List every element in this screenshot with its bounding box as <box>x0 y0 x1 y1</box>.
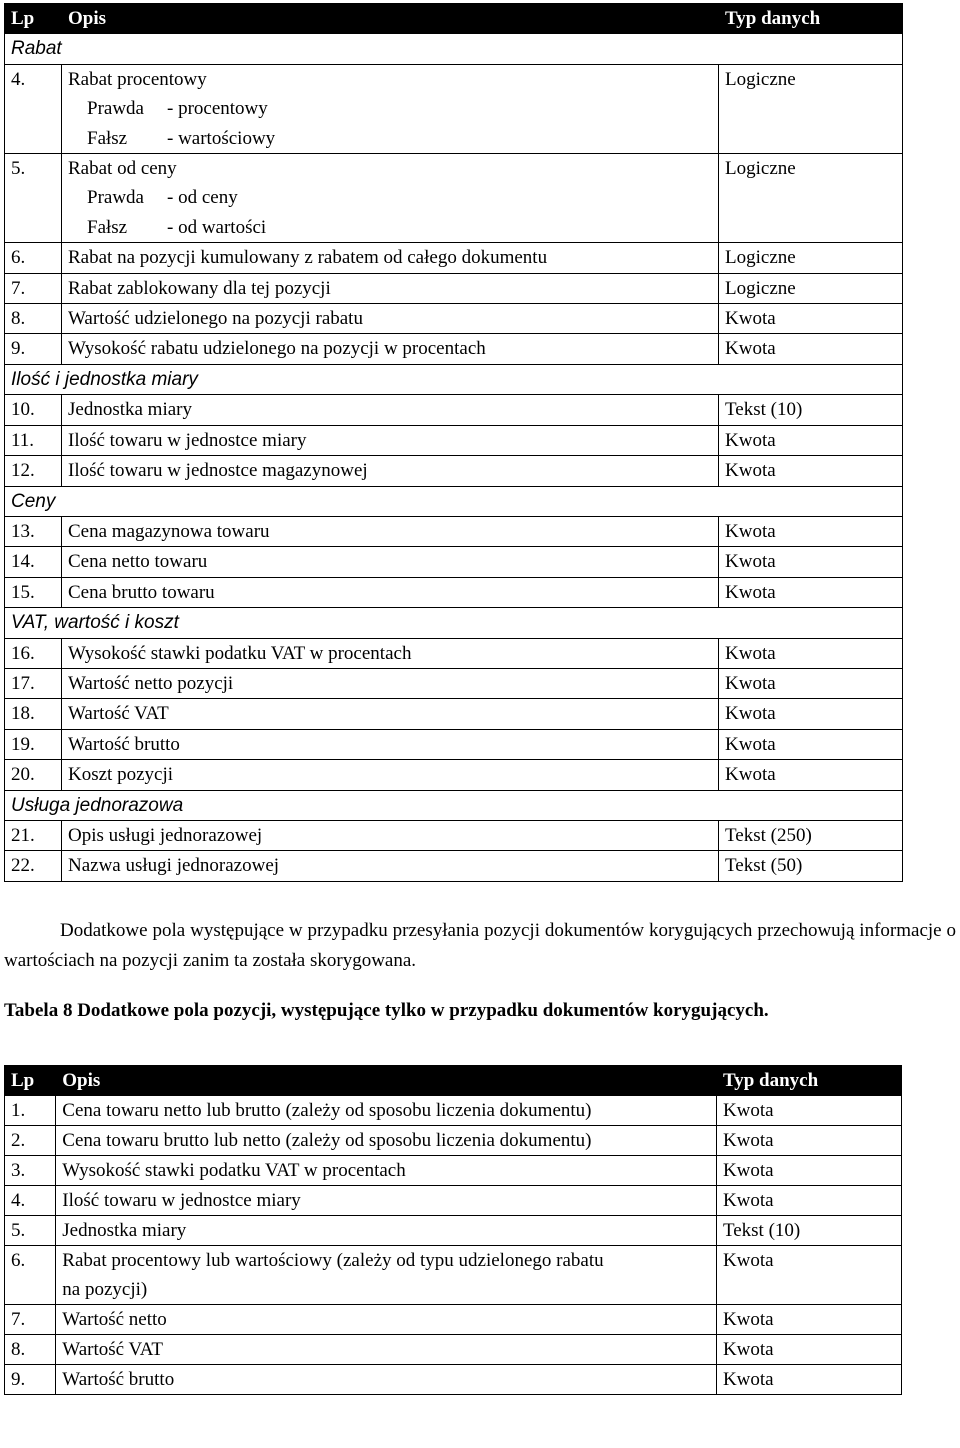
table-header <box>5 4 903 34</box>
row-description <box>56 1365 717 1395</box>
table-row <box>5 1335 902 1365</box>
row-number: 10. <box>5 395 62 425</box>
description-text: Wartość udzielonego na pozycji rabatu <box>68 308 363 330</box>
description-text: Wartość VAT <box>62 1339 163 1360</box>
row-data-type: Kwota <box>719 729 903 759</box>
table-row <box>5 1096 902 1126</box>
row-data-type: Logiczne <box>719 273 903 303</box>
row-number: 4. <box>5 64 62 153</box>
table-row <box>5 516 903 546</box>
section-label: Ilość i jednostka miary <box>5 364 903 394</box>
row-data-type: Kwota <box>719 334 903 364</box>
row-description <box>62 425 719 455</box>
row-description <box>62 64 719 153</box>
row-description <box>56 1305 717 1335</box>
table-row <box>5 1186 902 1216</box>
row-description <box>62 577 719 607</box>
description-text: Rabat na pozycji kumulowany z rabatem od całego dokumentu <box>68 247 548 269</box>
description-text: Wysokość rabatu udzielonego na pozycji w procentach <box>68 338 486 360</box>
row-number: 6. <box>5 1246 56 1305</box>
row-data-type: Kwota <box>716 1186 901 1216</box>
table-caption: Tabela 8 Dodatkowe pola pozycji, występujące tylko w przypadku dokumentów korygujących. <box>4 1000 769 1021</box>
description-text: Jednostka miary <box>62 1220 187 1241</box>
row-description <box>62 547 719 577</box>
description-text: Cena netto towaru <box>68 551 208 573</box>
table-row <box>5 243 903 273</box>
row-number: 20. <box>5 760 62 790</box>
row-number: 13. <box>5 516 62 546</box>
description-text: Cena brutto towaru <box>68 581 215 603</box>
table-row <box>5 1156 902 1186</box>
header-opis: Opis <box>56 1066 717 1096</box>
row-number: 4. <box>5 1186 56 1216</box>
row-data-type: Logiczne <box>719 243 903 273</box>
description-text: Ilość towaru w jednostce magazynowej <box>68 460 368 482</box>
section-row <box>5 34 903 64</box>
section-row <box>5 790 903 820</box>
row-data-type: Kwota <box>719 425 903 455</box>
body-paragraph: Dodatkowe pola występujące w przypadku przesyłania pozycji dokumentów korygujących przechowują informacje o wartościach na pozycji zanim ta została skorygowana. <box>4 920 956 971</box>
section-label: VAT, wartość i koszt <box>5 608 903 638</box>
row-data-type: Kwota <box>716 1246 901 1305</box>
header-typ: Typ danych <box>716 1066 901 1096</box>
row-data-type: Kwota <box>719 760 903 790</box>
row-description <box>62 395 719 425</box>
row-data-type: Kwota <box>719 638 903 668</box>
table-row <box>5 304 903 334</box>
description-text: Cena magazynowa towaru <box>68 520 270 542</box>
header-opis: Opis <box>62 4 719 34</box>
description-text: Cena towaru brutto lub netto (zależy od sposobu liczenia dokumentu) <box>62 1130 592 1151</box>
table-row <box>5 668 903 698</box>
row-number: 14. <box>5 547 62 577</box>
table-body <box>5 1096 902 1395</box>
row-data-type: Tekst (50) <box>719 851 903 881</box>
table-row <box>5 729 903 759</box>
option-key: Prawda <box>87 187 144 209</box>
description-text: Rabat procentowy <box>68 68 207 90</box>
fields-table <box>4 3 903 882</box>
row-description <box>56 1156 717 1186</box>
description-text: Jednostka miary <box>68 399 193 421</box>
option-meaning: - od ceny <box>167 187 238 209</box>
row-description <box>56 1335 717 1365</box>
value-option <box>68 94 718 123</box>
table-row <box>5 699 903 729</box>
option-meaning: - wartościowy <box>167 127 276 149</box>
table-row <box>5 547 903 577</box>
value-option <box>68 124 718 153</box>
row-description <box>56 1216 717 1246</box>
option-meaning: - od wartości <box>167 216 267 238</box>
row-description <box>62 516 719 546</box>
table-row <box>5 456 903 486</box>
row-description <box>62 729 719 759</box>
row-description <box>62 456 719 486</box>
description-text: Wysokość stawki podatku VAT w procentach <box>62 1160 406 1181</box>
row-number: 16. <box>5 638 62 668</box>
option-key: Prawda <box>87 98 144 120</box>
section-label: Rabat <box>5 34 903 64</box>
section-row <box>5 364 903 394</box>
row-number: 15. <box>5 577 62 607</box>
row-data-type: Kwota <box>719 699 903 729</box>
description-text: Wartość netto <box>62 1309 167 1330</box>
row-number: 6. <box>5 243 62 273</box>
row-description <box>62 760 719 790</box>
row-data-type: Kwota <box>719 516 903 546</box>
row-number: 2. <box>5 1126 56 1156</box>
table-row <box>5 425 903 455</box>
row-number: 19. <box>5 729 62 759</box>
row-number: 1. <box>5 1096 56 1126</box>
option-key: Fałsz <box>87 127 128 149</box>
section-label: Usługa jednorazowa <box>5 790 903 820</box>
row-number: 21. <box>5 820 62 850</box>
row-data-type: Kwota <box>719 577 903 607</box>
header-lp: Lp <box>5 4 62 34</box>
row-number: 8. <box>5 1335 56 1365</box>
row-description <box>62 304 719 334</box>
table-header <box>5 1066 902 1096</box>
row-data-type: Kwota <box>719 304 903 334</box>
row-number: 9. <box>5 334 62 364</box>
row-data-type: Kwota <box>716 1365 901 1395</box>
option-key: Fałsz <box>87 216 128 238</box>
description-text: Wysokość stawki podatku VAT w procentach <box>68 642 412 664</box>
description-text: Wartość netto pozycji <box>68 672 234 694</box>
table-row <box>5 638 903 668</box>
description-text: Ilość towaru w jednostce miary <box>68 429 307 451</box>
row-data-type: Kwota <box>719 668 903 698</box>
table-row <box>5 1305 902 1335</box>
row-description <box>62 820 719 850</box>
description-text: Wartość brutto <box>62 1369 175 1390</box>
row-number: 8. <box>5 304 62 334</box>
row-description <box>62 243 719 273</box>
row-data-type: Tekst (10) <box>716 1216 901 1246</box>
table-row <box>5 395 903 425</box>
row-data-type: Kwota <box>716 1096 901 1126</box>
row-number: 7. <box>5 1305 56 1335</box>
table-row <box>5 1365 902 1395</box>
row-number: 22. <box>5 851 62 881</box>
row-data-type: Tekst (10) <box>719 395 903 425</box>
row-description <box>62 273 719 303</box>
row-data-type: Kwota <box>716 1335 901 1365</box>
option-meaning: - procentowy <box>167 98 268 120</box>
row-description <box>56 1126 717 1156</box>
section-label: Ceny <box>5 486 903 516</box>
header-lp: Lp <box>5 1066 56 1096</box>
section-row <box>5 486 903 516</box>
row-number: 3. <box>5 1156 56 1186</box>
value-option <box>68 183 718 212</box>
row-number: 5. <box>5 1216 56 1246</box>
row-number: 9. <box>5 1365 56 1395</box>
table-body <box>5 34 903 881</box>
description-text: Nazwa usługi jednorazowej <box>68 855 280 877</box>
row-description <box>62 154 719 243</box>
row-data-type: Kwota <box>716 1156 901 1186</box>
table-row <box>5 577 903 607</box>
section-row <box>5 608 903 638</box>
row-description <box>56 1246 717 1305</box>
row-data-type: Kwota <box>716 1126 901 1156</box>
table-row <box>5 851 903 881</box>
description-text: Rabat od ceny <box>68 158 177 180</box>
description-text: Wartość brutto <box>68 733 180 755</box>
description-text: Opis usługi jednorazowej <box>68 824 263 846</box>
description-text: Rabat procentowy lub wartościowy (zależy od typu udzielonego rabatu na pozycji) <box>62 1250 604 1300</box>
table-row <box>5 1246 902 1305</box>
row-description <box>62 638 719 668</box>
row-description <box>62 851 719 881</box>
row-number: 12. <box>5 456 62 486</box>
row-data-type: Logiczne <box>719 64 903 153</box>
row-description <box>62 699 719 729</box>
row-number: 7. <box>5 273 62 303</box>
correction-fields-table <box>4 1065 902 1395</box>
row-data-type: Kwota <box>719 547 903 577</box>
row-data-type: Logiczne <box>719 154 903 243</box>
table-row <box>5 334 903 364</box>
row-description <box>62 668 719 698</box>
table-row <box>5 64 903 153</box>
row-description <box>56 1096 717 1126</box>
table-row <box>5 273 903 303</box>
table-row <box>5 1216 902 1246</box>
value-option <box>68 213 718 242</box>
row-number: 18. <box>5 699 62 729</box>
row-description <box>56 1186 717 1216</box>
description-text: Ilość towaru w jednostce miary <box>62 1190 301 1211</box>
table-row <box>5 760 903 790</box>
table-row <box>5 154 903 243</box>
description-text: Koszt pozycji <box>68 764 174 786</box>
description-text: Cena towaru netto lub brutto (zależy od sposobu liczenia dokumentu) <box>62 1100 592 1121</box>
header-typ: Typ danych <box>719 4 903 34</box>
table-row <box>5 820 903 850</box>
description-text: Rabat zablokowany dla tej pozycji <box>68 277 331 299</box>
row-number: 17. <box>5 668 62 698</box>
row-data-type: Kwota <box>716 1305 901 1335</box>
row-description <box>62 334 719 364</box>
table-row <box>5 1126 902 1156</box>
row-number: 5. <box>5 154 62 243</box>
description-text: Wartość VAT <box>68 703 169 725</box>
row-data-type: Kwota <box>719 456 903 486</box>
row-data-type: Tekst (250) <box>719 820 903 850</box>
row-number: 11. <box>5 425 62 455</box>
